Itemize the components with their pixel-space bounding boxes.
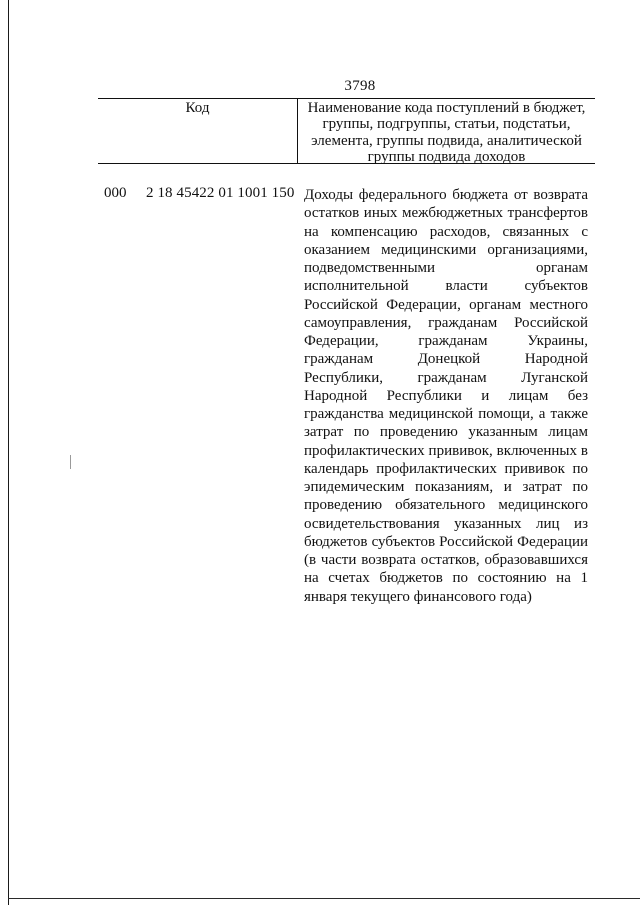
scan-bottom-edge bbox=[8, 898, 640, 899]
table-row-budget-code: 2 18 45422 01 1001 150 bbox=[146, 185, 295, 201]
column-header-name: Наименование кода поступлений в бюджет, группы, подгруппы, статьи, подстатьи, элемента, группы подвида, аналитической группы подвида доходов bbox=[307, 100, 586, 165]
column-header-code: Код bbox=[185, 100, 210, 116]
table-row-admin-code: 000 bbox=[104, 185, 127, 201]
scan-speck bbox=[70, 455, 71, 469]
table-header bbox=[98, 98, 595, 164]
table-row-description: Доходы федерального бюджета от возврата остатков иных межбюджетных трансфертов на компенсацию расходов, связанных с оказанием медицинскими организациями, подведомственными органам исполнительной власти субъектов Российской Федерации, органам местного самоуправления, гражданам Российской Федерации, гражданам Украины, гражданам Донецкой Народной Республики, гражданам Луганской Народной Республики и лицам без гражданства медицинской помощи, а также затрат по проведению указанным лицам профилактических прививок, включенных в календарь профилактических прививок по эпидемическим показаниям, и затрат по проведению обязательного медицинского освидетельствования указанных лиц из бюджетов субъектов Российской Федерации (в части возврата остатков, образовавшихся на счетах бюджетов по состоянию на 1 января текущего финансового года) bbox=[304, 187, 588, 605]
scan-left-edge bbox=[8, 0, 9, 905]
page-number: 3798 bbox=[344, 78, 376, 94]
